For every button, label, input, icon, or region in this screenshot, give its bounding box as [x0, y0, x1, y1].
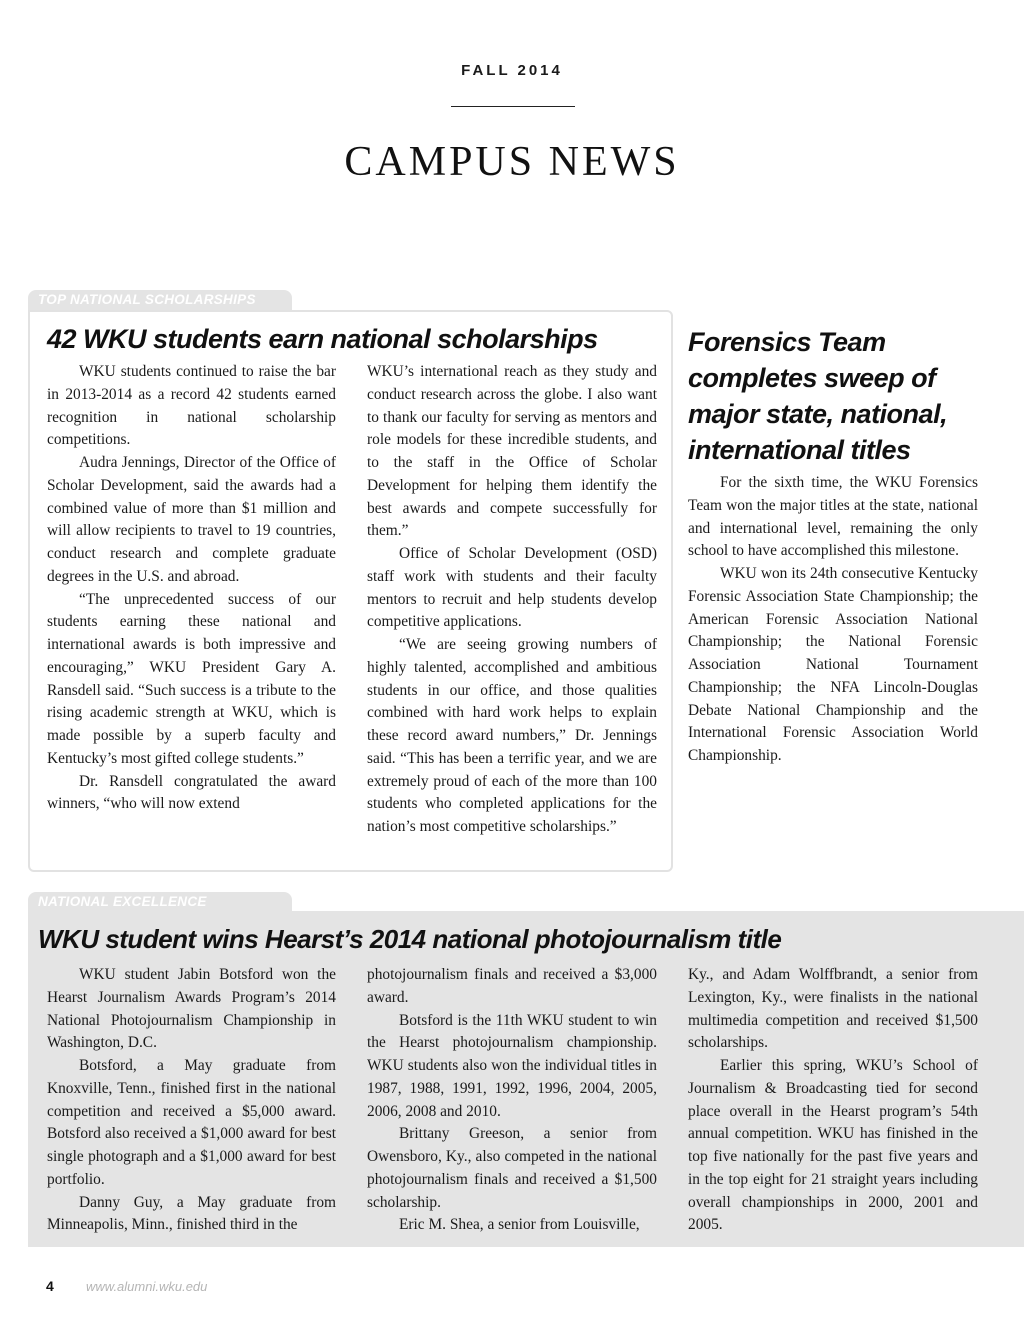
paragraph: WKU’s international reach as they study and conduct research across the globe. I also want to thank our faculty for serving as mentors and role models for these incredible students, and to the staff in the Office of Scholar Development for helping them identify the best awards and compete successfully for them.”: [367, 363, 657, 540]
paragraph: Ky., and Adam Wolffbrandt, a senior from Lexington, Ky., were finalists in the national multimedia competition and received $1,500 scholarships.: [688, 966, 978, 1052]
section-tab-scholarships: TOP NATIONAL SCHOLARSHIPS: [28, 290, 292, 310]
paragraph: Earlier this spring, WKU’s School of Journalism & Broadcasting tied for second place overall in the Hearst program’s 54th annual competition. WKU has finished in the top five nationally for the past five years and in the top eight for 21 straight years including overall championships in 2000, 2001 and 2005.: [688, 1057, 978, 1234]
paragraph: Botsford is the 11th WKU student to win the Hearst photojournalism championship. WKU students also won the individual titles in 1987, 1988, 1991, 1992, 1996, 2004, 2005, 2006, 2008 and 2010.: [367, 1011, 657, 1120]
paragraph: WKU student Jabin Botsford won the Hearst Journalism Awards Program’s 2014 National Photojournalism Championship in Washington, D.C.: [47, 966, 336, 1052]
paragraph: photojournalism finals and received a $3,000 award.: [367, 966, 657, 1006]
issue-label: FALL 2014: [461, 62, 563, 79]
photojournalism-column-2: [367, 964, 657, 1237]
paragraph: Danny Guy, a May graduate from Minneapolis, Minn., finished third in the: [47, 1193, 336, 1234]
forensics-column: [688, 472, 978, 768]
paragraph: WKU students continued to raise the bar in 2013-2014 as a record 42 students earned recognition in national scholarship competitions.: [47, 363, 336, 449]
scholarships-headline: 42 WKU students earn national scholarships: [47, 324, 598, 354]
paragraph: Office of Scholar Development (OSD) staff work with students and their faculty mentors to recruit and help students develop competitive applications.: [367, 545, 657, 631]
paragraph: “The unprecedented success of our students earning these national and international awards is both impressive and encouraging,” WKU President Gary A. Ransdell said. “Such success is a tribute to the rising academic strength at WKU, which is made possible by a superb faculty and Kentucky’s most gifted college students.”: [47, 590, 336, 767]
paragraph: “We are seeing growing numbers of highly talented, accomplished and ambitious students in our office, and those qualities combined with hard work helps to explain these record award numbers,” Dr. Jennings said. “This has been a terrific year, and we are extremely proud of each of the more than 100 students who completed applications for the nation’s most competitive scholarships.”: [367, 636, 657, 835]
paragraph: WKU won its 24th consecutive Kentucky Forensic Association State Championship; the American Forensic Association National Championship; the National Forensic Association National Tournament Championship; the NFA Lincoln-Douglas Debate National Championship and the International Forensic Association World Championship.: [688, 565, 978, 764]
scholarships-column-2: [367, 361, 657, 839]
page-number: 4: [46, 1278, 54, 1294]
page-title: CAMPUS NEWS: [344, 139, 680, 185]
forensics-headline: Forensics Team completes sweep of major state, national, international titles: [688, 327, 948, 465]
paragraph: Eric M. Shea, a senior from Louisville,: [399, 1216, 640, 1234]
paragraph: Audra Jennings, Director of the Office of Scholar Development, said the awards had a combined value of more than $1 million and will allow recipients to travel to 19 countries, conduct research and complete graduate degrees in the U.S. and abroad.: [47, 454, 336, 585]
paragraph: Dr. Ransdell congratulated the award winners, “who will now extend: [47, 772, 336, 813]
photojournalism-column-1: [47, 964, 336, 1237]
photojournalism-headline: WKU student wins Hearst’s 2014 national photojournalism title: [38, 924, 782, 954]
paragraph: For the sixth time, the WKU Forensics Team won the major titles at the state, national and international level, remaining the only school to have accomplished this milestone.: [688, 474, 978, 560]
photojournalism-column-3: [688, 964, 978, 1237]
section-tab-national-excellence: NATIONAL EXCELLENCE: [28, 892, 292, 912]
paragraph: Botsford, a May graduate from Knoxville, Tenn., finished first in the national competition and received a $5,000 award. Botsford also received a $1,000 award for best single photograph and a $1,000 award for best portfolio.: [47, 1057, 336, 1188]
footer-url-link[interactable]: www.alumni.wku.edu: [86, 1279, 208, 1294]
scholarships-column-1: [47, 361, 336, 816]
paragraph: Brittany Greeson, a senior from Owensboro, Ky., also competed in the national photojournalism finals and received a $1,500 scholarship.: [367, 1125, 657, 1211]
header-divider: [451, 106, 575, 107]
